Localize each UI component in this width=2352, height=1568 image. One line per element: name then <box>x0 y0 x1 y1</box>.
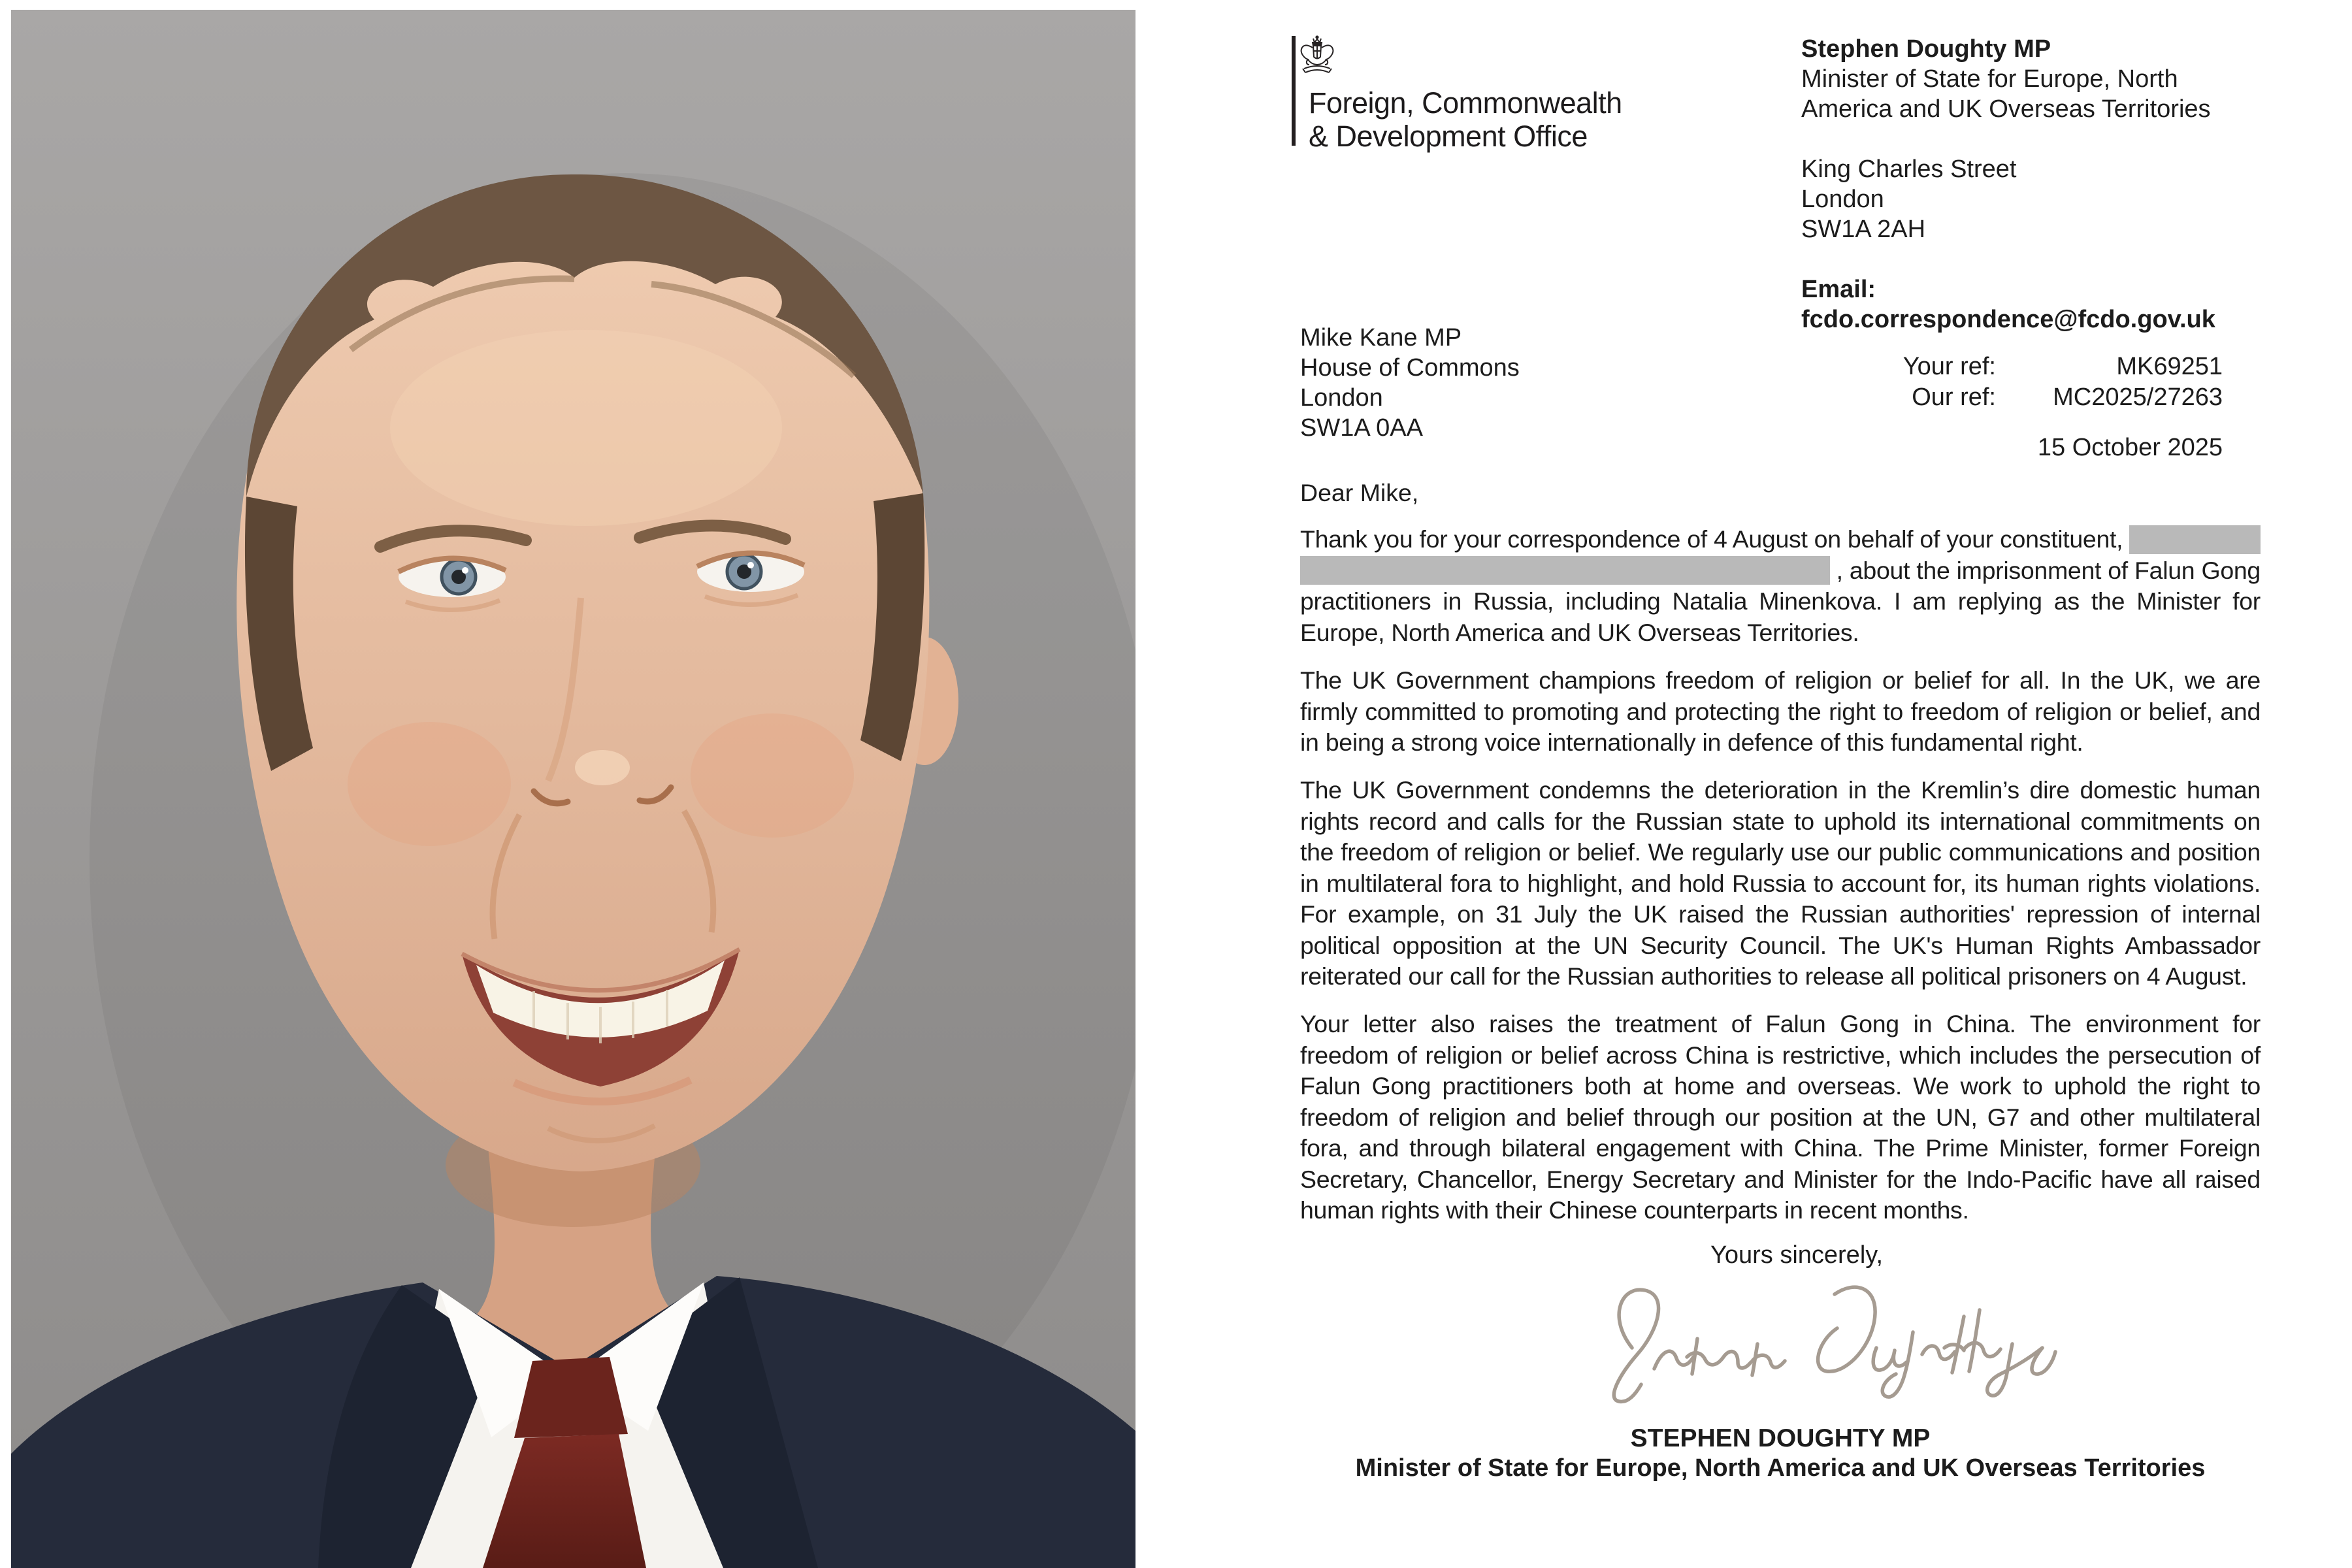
paragraph-1-line-2 <box>1300 555 2261 587</box>
paragraph-1 <box>1300 524 2261 648</box>
paragraph-4-line-3: Falun Gong practitioners both at home and overseas. We work to uphold the right to <box>1300 1072 2261 1100</box>
redaction-box <box>2129 525 2261 554</box>
recipient-address-line2: London <box>1300 384 1383 412</box>
fcdo-logo-text <box>1309 86 1622 153</box>
minister-role-line2: America and UK Overseas Territories <box>1801 95 2211 123</box>
paragraph-4-line-4: freedom of religion and belief through our position at the UN, G7 and other multilateral <box>1300 1103 2261 1131</box>
recipient-address-line3: SW1A 0AA <box>1300 414 1423 442</box>
paragraph-4-line-1: Your letter also raises the treatment of Falun Gong in China. The environment for <box>1300 1010 2261 1037</box>
signer-title: Minister of State for Europe, North America and UK Overseas Territories <box>1355 1454 2206 1482</box>
minister-address-line1: King Charles Street <box>1801 155 2017 183</box>
paragraph-4-line-7: human rights with their Chinese counterparts in recent months. <box>1300 1196 1969 1224</box>
paragraph-1-line-4: Europe, North America and UK Overseas Territories. <box>1300 618 1859 646</box>
recipient-address-line1: House of Commons <box>1300 354 1520 382</box>
paragraph-3-line-1: The UK Government condemns the deterioration in the Kremlin’s dire domestic human <box>1300 776 2261 804</box>
paragraph-3-line-4: in multilateral fora to highlight, and hold Russia to account for, its human rights violations. <box>1300 869 2261 897</box>
paragraph-4 <box>1300 1009 2261 1226</box>
handwritten-signature <box>1581 1271 2104 1411</box>
paragraph-2-line-1: The UK Government champions freedom of religion or belief for all. In the UK, we are <box>1300 666 2261 694</box>
recipient-name: Mike Kane MP <box>1300 324 1462 351</box>
paragraph-4-line-6: Secretary, Chancellor, Energy Secretary and Minister for the Indo-Pacific have all raised <box>1300 1165 2261 1193</box>
paragraph-3-line-2: rights record and calls for the Russian state to uphold its international commitments on <box>1300 807 2261 835</box>
valediction: Yours sincerely, <box>1710 1241 1883 1269</box>
spacer <box>1801 124 2262 154</box>
minister-header-block <box>1801 34 2262 335</box>
your-ref-label: Your ref: <box>1903 353 1996 380</box>
your-ref-row <box>1300 351 2223 382</box>
royal-coat-of-arms-icon <box>1299 35 1335 82</box>
salutation: Dear Mike, <box>1300 479 1419 506</box>
signature-svg <box>1581 1271 2104 1411</box>
letter-date: 15 October 2025 <box>2037 434 2223 461</box>
fcdo-logo-line2: & Development Office <box>1309 120 1588 153</box>
minister-address-line2: London <box>1801 186 1884 213</box>
paragraph-4-line-5: fora, and through bilateral engagement with China. The Prime Minister, former Foreign <box>1300 1134 2261 1162</box>
paragraph-3-line-7: reiterated our call for the Russian authorities to release all political prisoners on 4 August. <box>1300 962 2247 990</box>
minister-role-line1: Minister of State for Europe, North <box>1801 65 2178 93</box>
crest-svg <box>1299 35 1335 82</box>
our-ref-label: Our ref: <box>1912 384 1996 411</box>
paragraph-2 <box>1300 665 2261 759</box>
paragraph-1-line-1 <box>1300 524 2261 555</box>
minister-address-line3: SW1A 2AH <box>1801 216 1926 243</box>
our-ref-value: MC2025/27263 <box>2053 384 2223 411</box>
paragraph-3 <box>1300 775 2261 992</box>
fcdo-logo-line1: Foreign, Commonwealth <box>1309 86 1622 120</box>
paragraph-4-line-2: freedom of religion or belief across China is restrictive, which includes the persecution of <box>1300 1041 2261 1069</box>
signer-name: STEPHEN DOUGHTY MP <box>1630 1424 1931 1452</box>
redaction-box <box>1300 556 1830 585</box>
p1-text-after-redaction: , about the imprisonment of Falun Gong <box>1836 556 2261 584</box>
paragraph-2-line-2: firmly committed to promoting and protecting the right to freedom of religion or belief, and <box>1300 697 2261 725</box>
email-address: fcdo.correspondence@fcdo.gov.uk <box>1801 306 2215 333</box>
spacer <box>1801 244 2262 274</box>
minister-name: Stephen Doughty MP <box>1801 35 2051 63</box>
paragraph-3-line-3: the freedom of religion or belief. We regularly use our public communications and position <box>1300 838 2261 866</box>
your-ref-value: MK69251 <box>2116 353 2223 380</box>
email-label: Email: <box>1801 276 1876 303</box>
our-ref-row <box>1300 382 2223 412</box>
paragraph-3-line-6: political opposition at the UN Security Council. The UK's Human Rights Ambassador <box>1300 931 2261 959</box>
fcdo-logo-bar <box>1292 36 1296 146</box>
paragraph-3-line-5: For example, on 31 July the UK raised the Russian authorities' repression of internal <box>1300 900 2261 928</box>
paragraph-1-line-3: practitioners in Russia, including Natalia Minenkova. I am replying as the Minister for <box>1300 587 2261 615</box>
paragraph-2-line-3: in being a strong voice internationally in defence of this fundamental right. <box>1300 728 2083 756</box>
p1-text-before-redaction: Thank you for your correspondence of 4 August on behalf of your constituent, <box>1300 525 2123 553</box>
